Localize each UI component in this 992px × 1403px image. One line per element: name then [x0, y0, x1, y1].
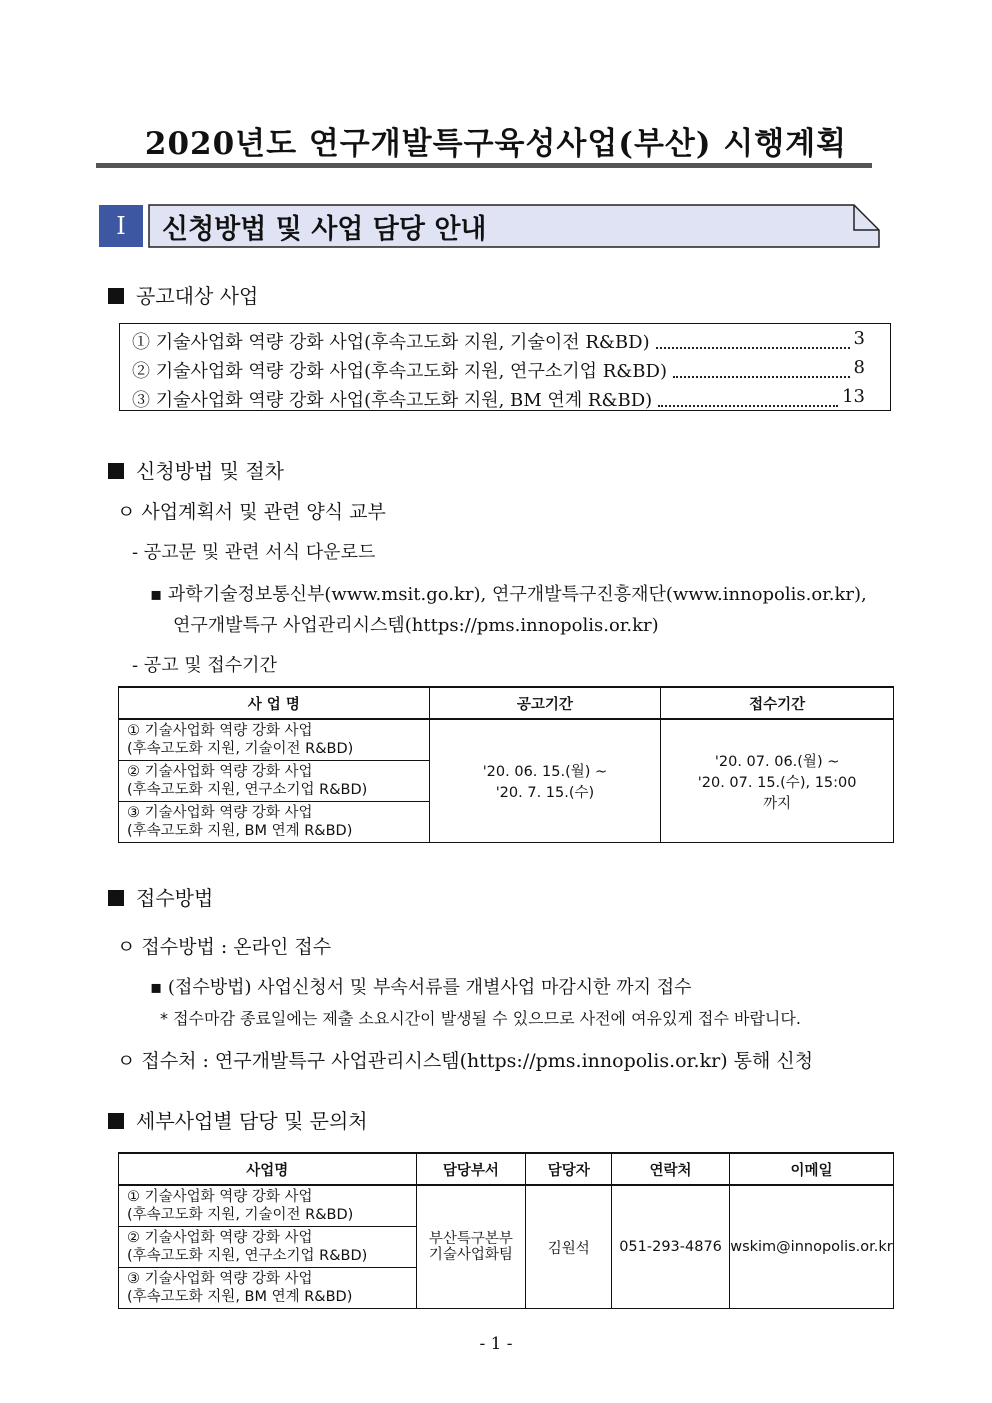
table-header: 담당부서: [416, 1153, 526, 1185]
list-item-text: ① 기술사업화 역량 강화 사업(후속고도화 지원, 기술이전 R&BD): [132, 332, 650, 353]
table-header: 접수기간: [661, 687, 894, 719]
notice-period-cell: '20. 06. 15.(월) ~ '20. 7. 15.(수): [429, 719, 661, 843]
table-header: 담당자: [526, 1153, 612, 1185]
method-bullet-1: ▪ 과학기술정보통신부(www.msit.go.kr), 연구개발특구진흥재단(www.innopolis.or.kr),: [150, 584, 867, 605]
table-header: 공고기간: [429, 687, 661, 719]
section-number: I: [99, 205, 143, 247]
table-header: 연락처: [612, 1153, 730, 1185]
table-cell: ① 기술사업화 역량 강화 사업 (후속고도화 지원, 기술이전 R&BD): [119, 719, 430, 761]
receipt-item-1: ㅇ 접수방법 : 온라인 접수: [117, 936, 332, 958]
square-bullet-icon: [108, 288, 124, 304]
method-bullet-1-cont: 연구개발특구 사업관리시스템(https://pms.innopolis.or.kr): [173, 615, 659, 636]
table-cell: ③ 기술사업화 역량 강화 사업 (후속고도화 지원, BM 연계 R&BD): [119, 802, 430, 843]
square-bullet-icon: [108, 1113, 124, 1129]
heading-contact-label: 세부사업별 담당 및 문의처: [136, 1109, 368, 1133]
square-bullet-icon: [108, 463, 124, 479]
phone-cell: 051-293-4876: [612, 1185, 730, 1309]
list-item-text: ② 기술사업화 역량 강화 사업(후속고도화 지원, 연구소기업 R&BD): [132, 361, 667, 382]
list-item-page: 3: [853, 328, 865, 349]
heading-receipt-label: 접수방법: [136, 886, 214, 910]
table-cell: ③ 기술사업화 역량 강화 사업 (후속고도화 지원, BM 연계 R&BD): [119, 1268, 417, 1309]
email-cell: wskim@innopolis.or.kr: [729, 1185, 893, 1309]
table-cell: ① 기술사업화 역량 강화 사업 (후속고도화 지원, 기술이전 R&BD): [119, 1185, 417, 1227]
receipt-period-cell: '20. 07. 06.(월) ~ '20. 07. 15.(수), 15:00 까지: [661, 719, 894, 843]
table-cell: ② 기술사업화 역량 강화 사업 (후속고도화 지원, 연구소기업 R&BD): [119, 761, 430, 802]
table-row: [119, 1185, 894, 1227]
method-sub-2: - 공고 및 접수기간: [132, 655, 277, 676]
table-header: 이메일: [729, 1153, 893, 1185]
receipt-item-2: ㅇ 접수처 : 연구개발특구 사업관리시스템(https://pms.innopolis.or.kr) 통해 신청: [117, 1050, 814, 1072]
heading-method-label: 신청방법 및 절차: [136, 459, 284, 483]
contact-table: [118, 1152, 894, 1309]
list-item-text: ③ 기술사업화 역량 강화 사업(후속고도화 지원, BM 연계 R&BD): [132, 390, 653, 411]
method-item-1: ㅇ 사업계획서 및 관련 양식 교부: [117, 501, 386, 523]
heading-method: [108, 455, 284, 484]
list-item: [132, 357, 865, 383]
heading-target: [108, 280, 258, 309]
person-cell: 김원석: [526, 1185, 612, 1309]
heading-contact: [108, 1105, 368, 1134]
table-row: [119, 719, 894, 761]
page-title: 2020년도 연구개발특구육성사업(부산) 시행계획: [144, 126, 848, 162]
leader-dots: [658, 386, 838, 407]
list-item-page: 8: [853, 357, 865, 378]
receipt-bullet-1: ▪ (접수방법) 사업신청서 및 부속서류를 개별사업 마감시한 까지 접수: [150, 977, 692, 998]
period-table: [118, 686, 894, 843]
table-cell: ② 기술사업화 역량 강화 사업 (후속고도화 지원, 연구소기업 R&BD): [119, 1227, 417, 1268]
list-item-page: 13: [842, 386, 865, 407]
leader-dots: [673, 357, 850, 378]
dept-cell: 부산특구본부 기술사업화팀: [416, 1185, 526, 1309]
table-header: 사 업 명: [119, 687, 430, 719]
table-header: 사업명: [119, 1153, 417, 1185]
method-sub-1: - 공고문 및 관련 서식 다운로드: [132, 542, 376, 563]
page-number: - 1 -: [479, 1334, 513, 1354]
leader-dots: [656, 328, 850, 349]
title-underline: [96, 163, 872, 168]
heading-receipt: [108, 882, 213, 911]
heading-target-label: 공고대상 사업: [136, 284, 259, 308]
square-bullet-icon: [108, 890, 124, 906]
list-item: [132, 328, 865, 354]
section-title: 신청방법 및 사업 담당 안내: [162, 214, 487, 245]
list-item: [132, 386, 865, 412]
receipt-note: * 접수마감 종료일에는 제출 소요시간이 발생될 수 있으므로 사전에 여유있게 접수 바랍니다.: [160, 1009, 801, 1028]
